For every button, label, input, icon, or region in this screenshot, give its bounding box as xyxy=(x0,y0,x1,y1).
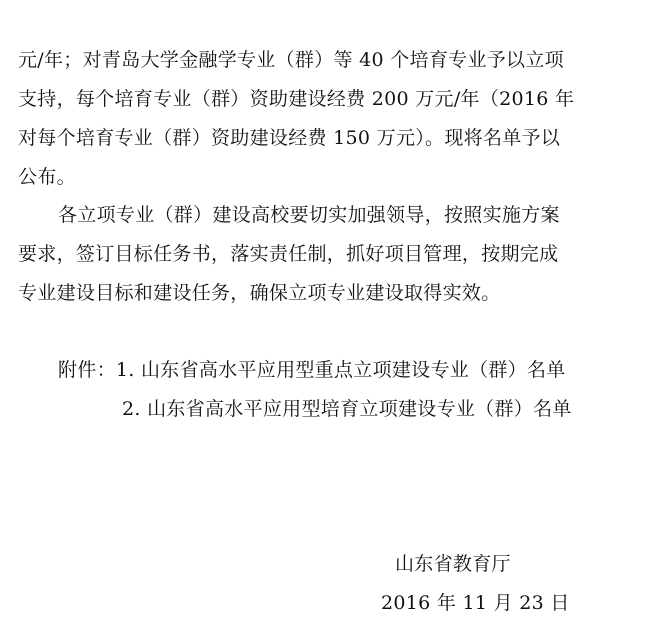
paragraph1-line4: 公布。 xyxy=(18,166,76,188)
attachment-item-1: 附件：1. 山东省高水平应用型重点立项建设专业（群）名单 xyxy=(58,359,566,381)
paragraph1-line2: 支持，每个培育专业（群）资助建设经费 200 万元/年（2016 年 xyxy=(18,88,575,110)
paragraph2-line1: 各立项专业（群）建设高校要切实加强领导，按照实施方案 xyxy=(58,204,560,226)
attachment-item-2: 2. 山东省高水平应用型培育立项建设专业（群）名单 xyxy=(122,398,572,420)
paragraph1-line1: 元/年；对青岛大学金融学专业（群）等 40 个培育专业予以立项 xyxy=(18,49,564,71)
signature-organization: 山东省教育厅 xyxy=(395,553,511,575)
signature-date: 2016 年 11 月 23 日 xyxy=(381,592,570,614)
paragraph2-line2: 要求，签订目标任务书，落实责任制，抓好项目管理，按期完成 xyxy=(18,243,559,265)
paragraph1-line3: 对每个培育专业（群）资助建设经费 150 万元）。现将名单予以 xyxy=(18,127,561,149)
paragraph2-line3: 专业建设目标和建设任务，确保立项专业建设取得实效。 xyxy=(18,282,501,304)
